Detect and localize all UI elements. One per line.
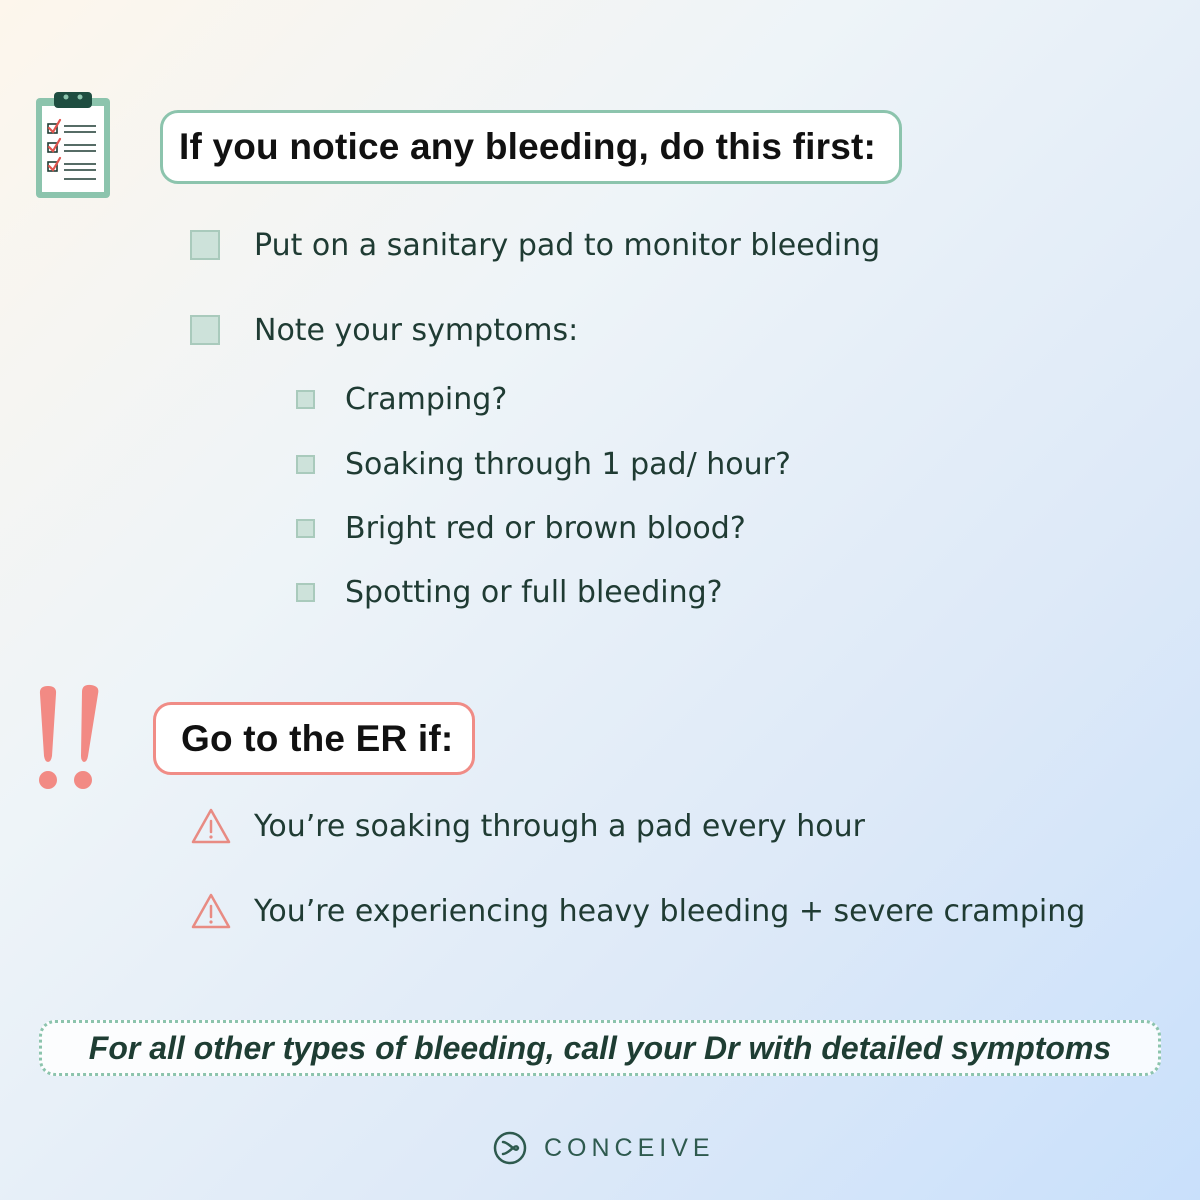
symptom-label: Bright red or brown blood? bbox=[345, 510, 746, 546]
footer-note-text: For all other types of bleeding, call your Dr with detailed symptoms bbox=[88, 1029, 1112, 1066]
warning-triangle-icon bbox=[190, 807, 232, 845]
checkbox[interactable] bbox=[296, 519, 315, 538]
checkbox[interactable] bbox=[190, 315, 220, 345]
footer-note bbox=[39, 1020, 1161, 1076]
er-condition-label: You’re experiencing heavy bleeding + severe cramping bbox=[254, 893, 1086, 929]
checkbox[interactable] bbox=[296, 455, 315, 474]
heading-text: If you notice any bleeding, do this first: bbox=[179, 126, 877, 167]
symptom-item bbox=[296, 380, 507, 418]
symptom-label: Cramping? bbox=[345, 381, 508, 417]
er-condition-item bbox=[190, 806, 865, 846]
checklist-item-label: Note your symptoms: bbox=[254, 312, 579, 348]
brand bbox=[492, 1130, 715, 1166]
warning-triangle-icon bbox=[190, 892, 232, 930]
double-exclamation-icon bbox=[34, 684, 110, 796]
checklist-item bbox=[190, 312, 578, 348]
clipboard-checklist-icon bbox=[30, 88, 114, 204]
symptom-item bbox=[296, 445, 791, 483]
section-heading-er bbox=[153, 702, 475, 775]
symptom-item bbox=[296, 509, 746, 547]
checkbox[interactable] bbox=[190, 230, 220, 260]
conceive-logo-icon bbox=[492, 1130, 528, 1166]
er-condition-item bbox=[190, 891, 1085, 931]
symptom-label: Soaking through 1 pad/ hour? bbox=[345, 446, 791, 482]
brand-name: CONCEIVE bbox=[544, 1133, 715, 1162]
section-heading-first-steps bbox=[160, 110, 902, 184]
heading-text: Go to the ER if: bbox=[181, 717, 454, 759]
symptom-label: Spotting or full bleeding? bbox=[345, 574, 723, 610]
checkbox[interactable] bbox=[296, 583, 315, 602]
checklist-item-label: Put on a sanitary pad to monitor bleeding bbox=[254, 227, 881, 263]
checklist-item bbox=[190, 227, 880, 263]
symptom-item bbox=[296, 573, 723, 611]
checkbox[interactable] bbox=[296, 390, 315, 409]
er-condition-label: You’re soaking through a pad every hour bbox=[254, 808, 865, 844]
